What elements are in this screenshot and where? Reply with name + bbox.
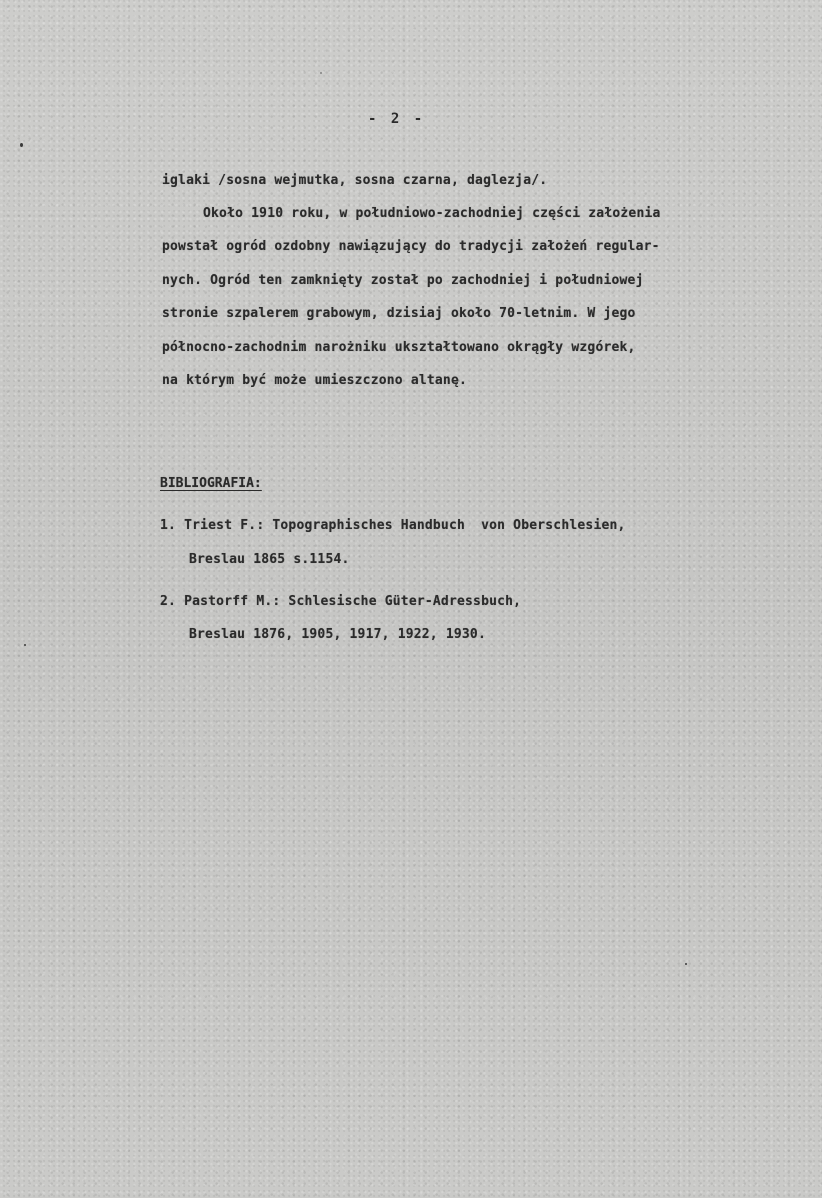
paper-speck (685, 963, 687, 965)
bibliography-entry-2-line-2: Breslau 1876, 1905, 1917, 1922, 1930. (189, 627, 486, 642)
paper-speck (24, 644, 26, 646)
body-line-4: nych. Ogród ten zamknięty został po zachodniej i południowej (162, 273, 644, 288)
bibliography-entry-1-line-2: Breslau 1865 s.1154. (189, 552, 350, 567)
body-line-5: stronie szpalerem grabowym, dzisiaj około 70-letnim. W jego (162, 306, 636, 321)
bibliography-entry-2-line-1: 2. Pastorff M.: Schlesische Güter-Adressbuch, (160, 594, 522, 609)
bibliography-heading: BIBLIOGRAFIA: (160, 476, 262, 491)
bibliography-entry-1-line-1: 1. Triest F.: Topographisches Handbuch von Oberschlesien, (160, 518, 626, 533)
body-line-7: na którym być może umieszczono altanę. (162, 373, 468, 388)
body-line-1: iglaki /sosna wejmutka, sosna czarna, daglezja/. (162, 173, 548, 188)
body-line-2: Około 1910 roku, w południowo-zachodniej części założenia (203, 206, 661, 221)
paper-speck (20, 143, 23, 147)
paper-speck (320, 72, 322, 74)
body-line-6: północno-zachodnim narożniku ukształtowano okrągły wzgórek, (162, 340, 636, 355)
body-line-3: powstał ogród ozdobny nawiązujący do tradycji założeń regular- (162, 239, 660, 254)
page-number: - 2 - (368, 111, 426, 127)
